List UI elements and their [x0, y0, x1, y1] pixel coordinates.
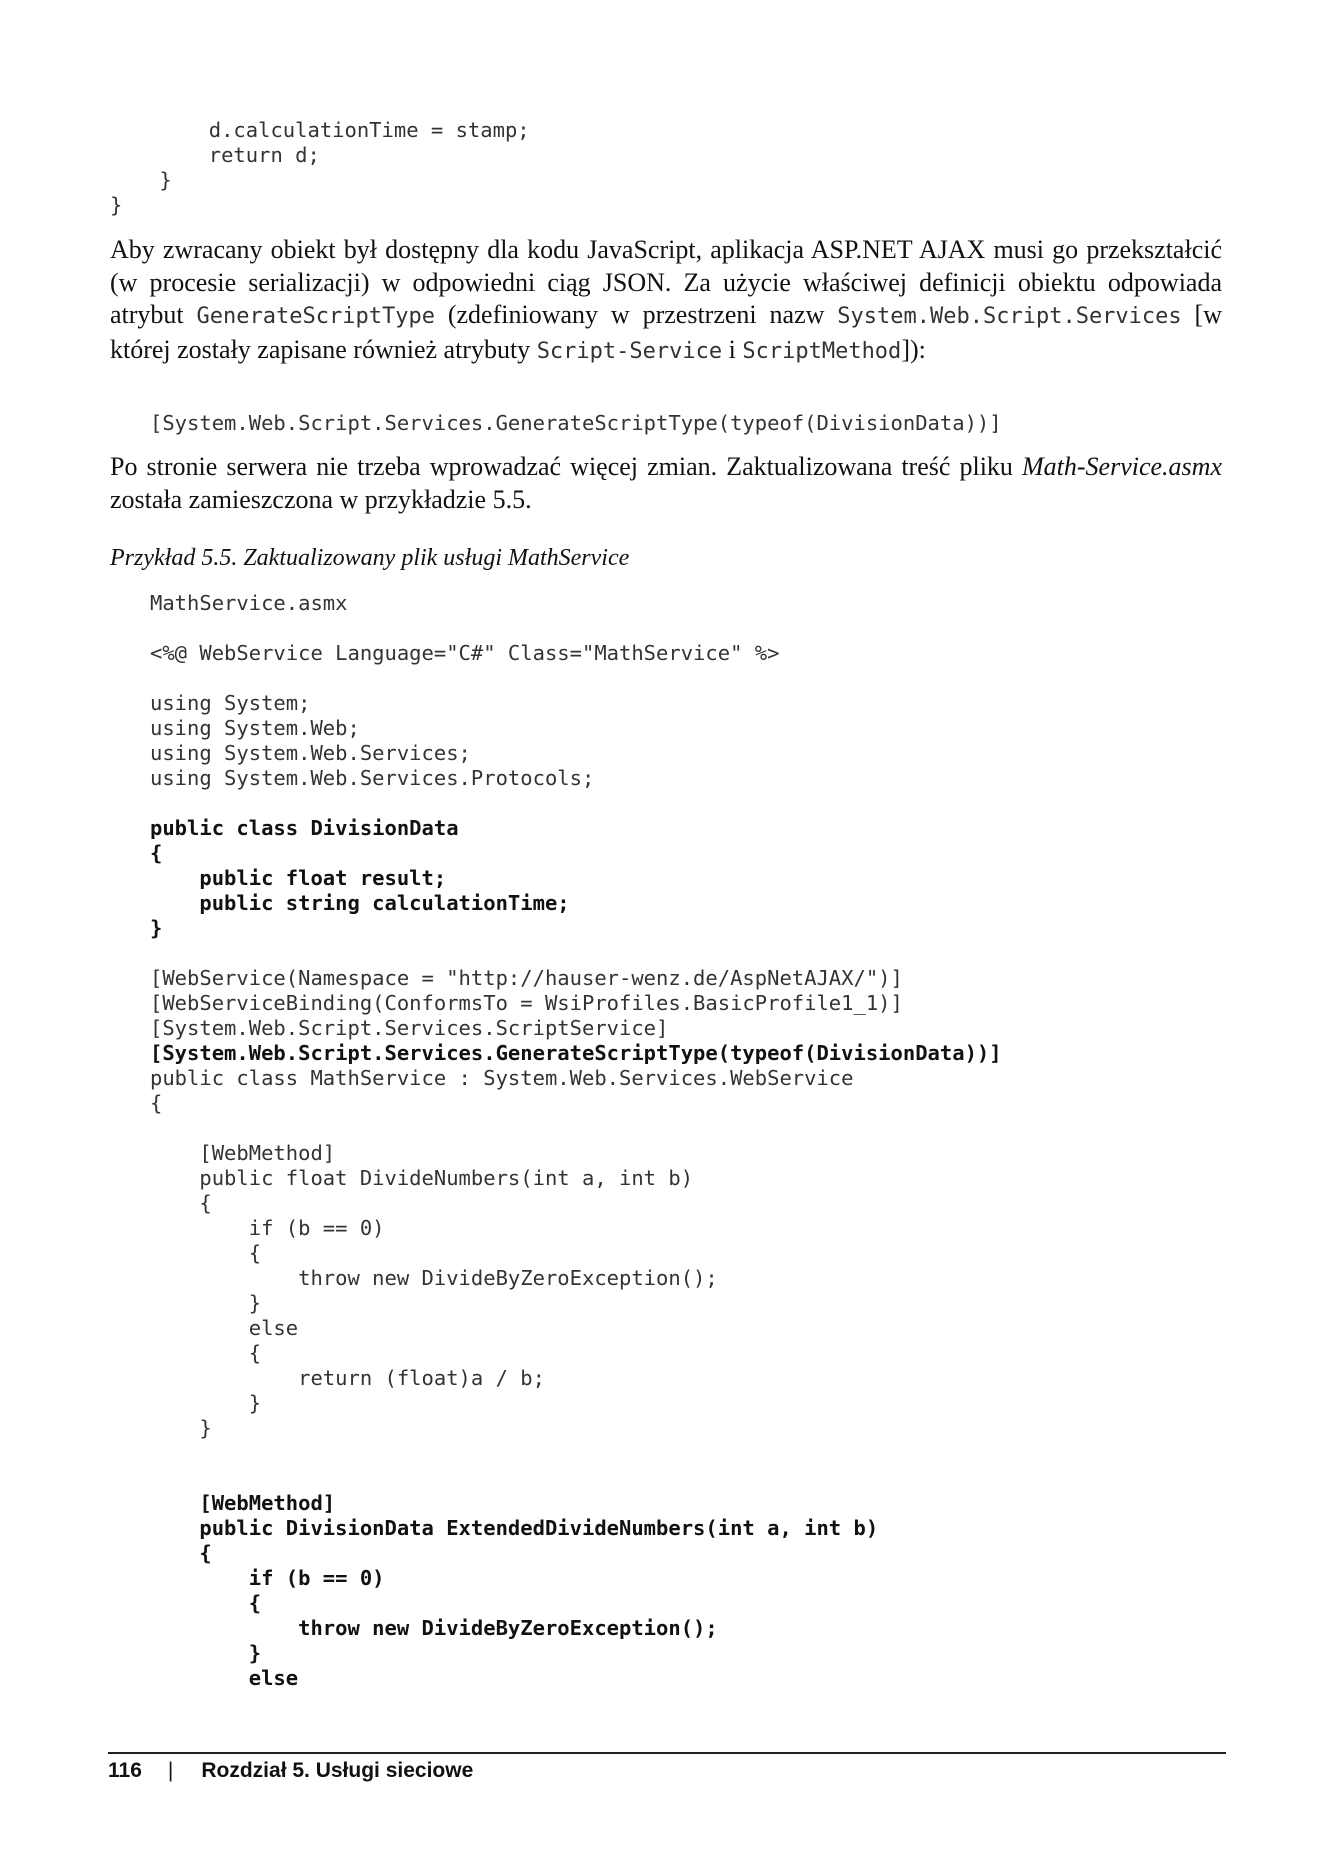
code-snippet-top [110, 118, 530, 218]
code-line: public float DivideNumbers(int a, int b) [150, 1166, 694, 1190]
code-line: using System; [150, 691, 311, 715]
code-line: return (float)a / b; [150, 1366, 545, 1390]
code-line: [System.Web.Script.Services.GenerateScriptType(typeof(DivisionData))] [150, 1041, 1002, 1065]
code-line: else [150, 1316, 299, 1340]
code-line: public string calculationTime; [150, 891, 570, 915]
code-line: { [150, 1341, 262, 1365]
paragraph-serialization: Aby zwracany obiekt był dostępny dla kodu JavaScript, aplikacja ASP.NET AJAX musi go przekształcić (w procesie serializacji) w odpowiedni ciąg JSON. Za użycie właściwej definicji obiektu odpowiada atrybut GenerateScriptType (zdefiniowany w przestrzeni nazw System.Web.Script.Services [w której zostały zapisane również atrybuty Script-Service i ScriptMethod]): [110, 235, 1222, 364]
code-line: throw new DivideByZeroException(); [150, 1616, 718, 1640]
code-line: { [150, 1241, 262, 1265]
inline-code: Script-Service [536, 338, 723, 364]
paragraph-server-side: Po stronie serwera nie trzeba wprowadzać więcej zmian. Zaktualizowana treść pliku Math-Service.asmx została zamieszczona w przykładzie 5.5. [110, 452, 1222, 514]
code-line: public float result; [150, 866, 447, 890]
code-line [150, 941, 1002, 966]
example-caption: Przykład 5.5. Zaktualizowany plik usługi MathService [110, 545, 630, 571]
code-line [150, 791, 1002, 816]
code-line: { [150, 841, 163, 865]
code-attribute-line: [System.Web.Script.Services.GenerateScriptType(typeof(DivisionData))] [150, 411, 1002, 435]
code-line [150, 1441, 1002, 1466]
file-name: Math-Service.asmx [1022, 452, 1222, 481]
page-footer [108, 1759, 473, 1783]
code-line: } [110, 168, 172, 192]
code-line: MathService.asmx [150, 591, 348, 615]
code-line: <%@ WebService Language="C#" Class="MathService" %> [150, 641, 780, 665]
code-line: { [150, 1541, 212, 1565]
code-line: using System.Web.Services; [150, 741, 471, 765]
code-line: using System.Web.Services.Protocols; [150, 766, 595, 790]
code-line: } [150, 1641, 262, 1665]
code-line: } [110, 193, 123, 217]
inline-code: GenerateScriptType [196, 304, 435, 329]
code-line: public DivisionData ExtendedDivideNumbers(int a, int b) [150, 1516, 879, 1540]
code-line: [System.Web.Script.Services.ScriptService] [150, 1016, 669, 1040]
code-line [150, 616, 1002, 641]
code-line: public class MathService : System.Web.Services.WebService [150, 1066, 854, 1090]
footer-separator: | [167, 1759, 174, 1782]
code-line: if (b == 0) [150, 1566, 385, 1590]
code-line: public class DivisionData [150, 816, 459, 840]
footer-divider [108, 1752, 1226, 1754]
code-line: if (b == 0) [150, 1216, 385, 1240]
code-line: [WebMethod] [150, 1141, 336, 1165]
code-line: } [150, 1391, 262, 1415]
code-line: [WebService(Namespace = "http://hauser-wenz.de/AspNetAJAX/")] [150, 966, 903, 990]
inline-code: System.Web.Script.Services [837, 304, 1182, 329]
code-line: else [150, 1666, 299, 1690]
code-line: throw new DivideByZeroException(); [150, 1266, 718, 1290]
code-line [150, 666, 1002, 691]
page-number: 116 [108, 1759, 142, 1782]
code-line: return d; [110, 143, 320, 167]
code-line [150, 1466, 1002, 1491]
code-line [150, 1116, 1002, 1141]
code-line: } [150, 1291, 262, 1315]
code-line: d.calculationTime = stamp; [110, 118, 530, 142]
code-line: [WebServiceBinding(ConformsTo = WsiProfiles.BasicProfile1_1)] [150, 991, 903, 1015]
code-line: { [150, 1191, 212, 1215]
chapter-title: Rozdział 5. Usługi sieciowe [201, 1759, 474, 1782]
inline-code: ScriptMethod [742, 338, 902, 364]
code-listing-mathservice [150, 591, 1002, 1691]
code-line: { [150, 1591, 262, 1615]
code-line: [WebMethod] [150, 1491, 336, 1515]
code-line: } [150, 916, 163, 940]
code-line: } [150, 1416, 212, 1440]
code-line: { [150, 1091, 163, 1115]
code-line: using System.Web; [150, 716, 360, 740]
